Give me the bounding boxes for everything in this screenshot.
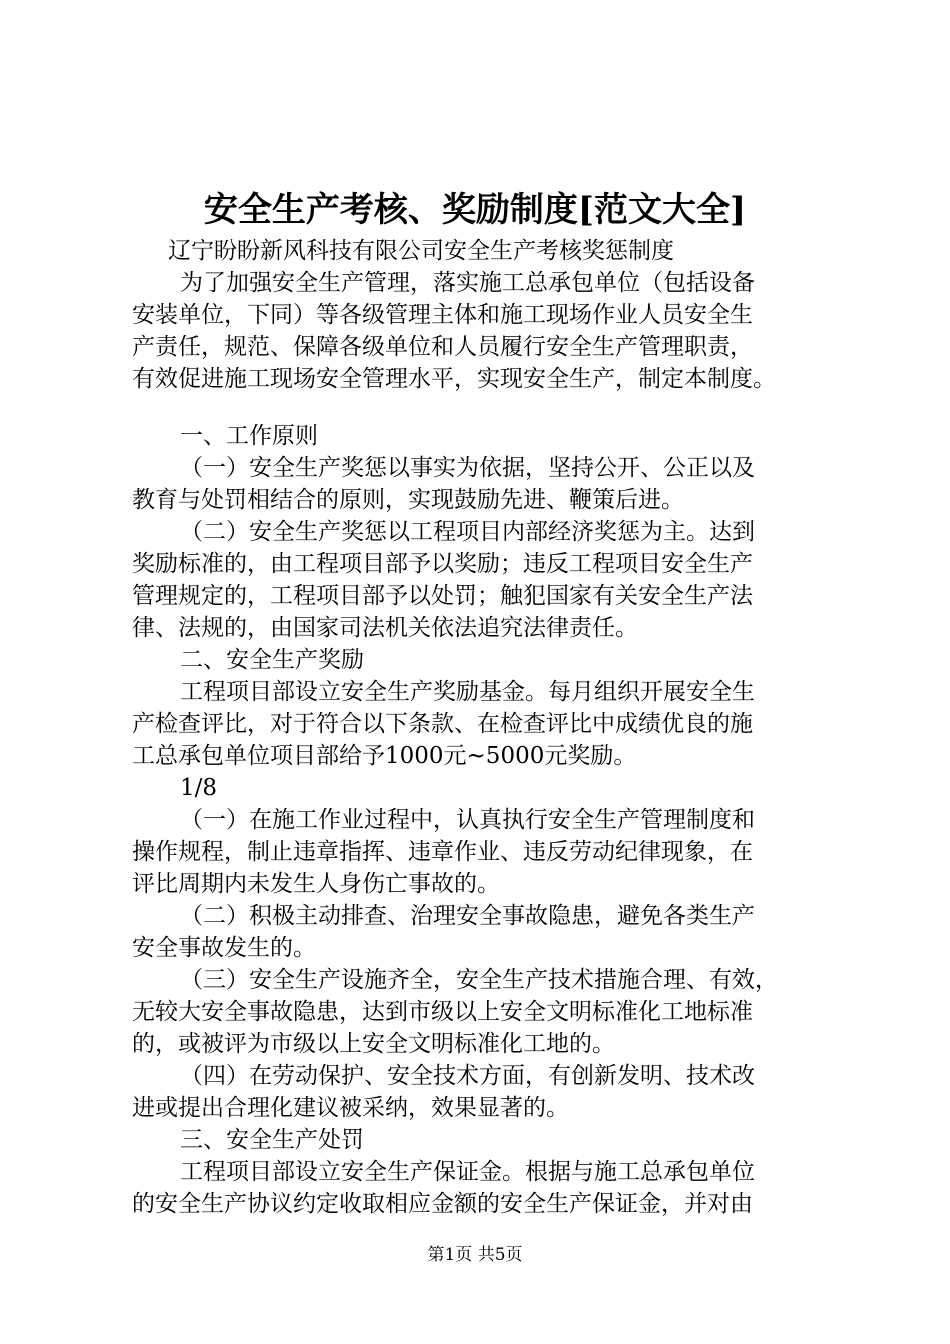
text-line: 安全事故发生的。 (132, 935, 316, 961)
text-line: 有效促进施工现场安全管理水平，实现安全生产，制定本制度。 (132, 366, 776, 392)
text-line: 工程项目部设立安全生产保证金。根据与施工总承包单位 (180, 1159, 755, 1185)
text-line: 律、法规的，由国家司法机关依法追究法律责任。 (132, 615, 638, 641)
text-line: （四）在劳动保护、安全技术方面，有创新发明、技术改 (180, 1063, 755, 1089)
section-heading: 二、安全生产奖励 (180, 647, 364, 673)
page-footer: 第1页 共5页 (427, 1245, 523, 1265)
text-line: （二）积极主动排查、治理安全事故隐患，避免各类生产 (180, 903, 755, 929)
text-line: 的，或被评为市级以上安全文明标准化工地的。 (132, 1031, 615, 1057)
text-line: 进或提出合理化建议被采纳，效果显著的。 (132, 1095, 569, 1121)
text-line: 工程项目部设立安全生产奖励基金。每月组织开展安全生 (180, 679, 755, 705)
text-line: 安装单位，下同）等各级管理主体和施工现场作业人员安全生 (132, 302, 753, 328)
text-line: 的安全生产协议约定收取相应金额的安全生产保证金，并对由 (132, 1191, 753, 1217)
text-line: 为了加强安全生产管理，落实施工总承包单位（包括设备 (180, 270, 755, 296)
text-line: 产检查评比，对于符合以下条款、在检查评比中成绩优良的施 (132, 711, 753, 737)
text-line: （二）安全生产奖惩以工程项目内部经济奖惩为主。达到 (180, 519, 755, 545)
page-marker: 1/8 (180, 775, 218, 801)
text-line: （一）在施工作业过程中，认真执行安全生产管理制度和 (180, 807, 755, 833)
section-heading: 三、安全生产处罚 (180, 1127, 364, 1153)
text-line: （一）安全生产奖惩以事实为依据，坚持公开、公正以及 (180, 455, 755, 481)
text-line: 无较大安全事故隐患，达到市级以上安全文明标准化工地标准 (132, 999, 753, 1025)
document-title: 安全生产考核、奖励制度[范文大全] (203, 190, 747, 230)
text-line: 产责任，规范、保障各级单位和人员履行安全生产管理职责， (132, 334, 753, 360)
text-line: 教育与处罚相结合的原则，实现鼓励先进、鞭策后进。 (132, 487, 684, 513)
text-line: 操作规程，制止违章指挥、违章作业、违反劳动纪律现象，在 (132, 839, 753, 865)
text-line: 工总承包单位项目部给予1000元~5000元奖励。 (132, 743, 637, 769)
text-line: 奖励标准的，由工程项目部予以奖励；违反工程项目安全生产 (132, 551, 753, 577)
section-heading: 一、工作原则 (180, 423, 318, 449)
text-line: 评比周期内未发生人身伤亡事故的。 (132, 871, 500, 897)
text-line: 管理规定的，工程项目部予以处罚；触犯国家有关安全生产法 (132, 583, 753, 609)
text-line: （三）安全生产设施齐全，安全生产技术措施合理、有效， (180, 967, 778, 993)
text-line: 辽宁盼盼新风科技有限公司安全生产考核奖惩制度 (168, 238, 674, 264)
